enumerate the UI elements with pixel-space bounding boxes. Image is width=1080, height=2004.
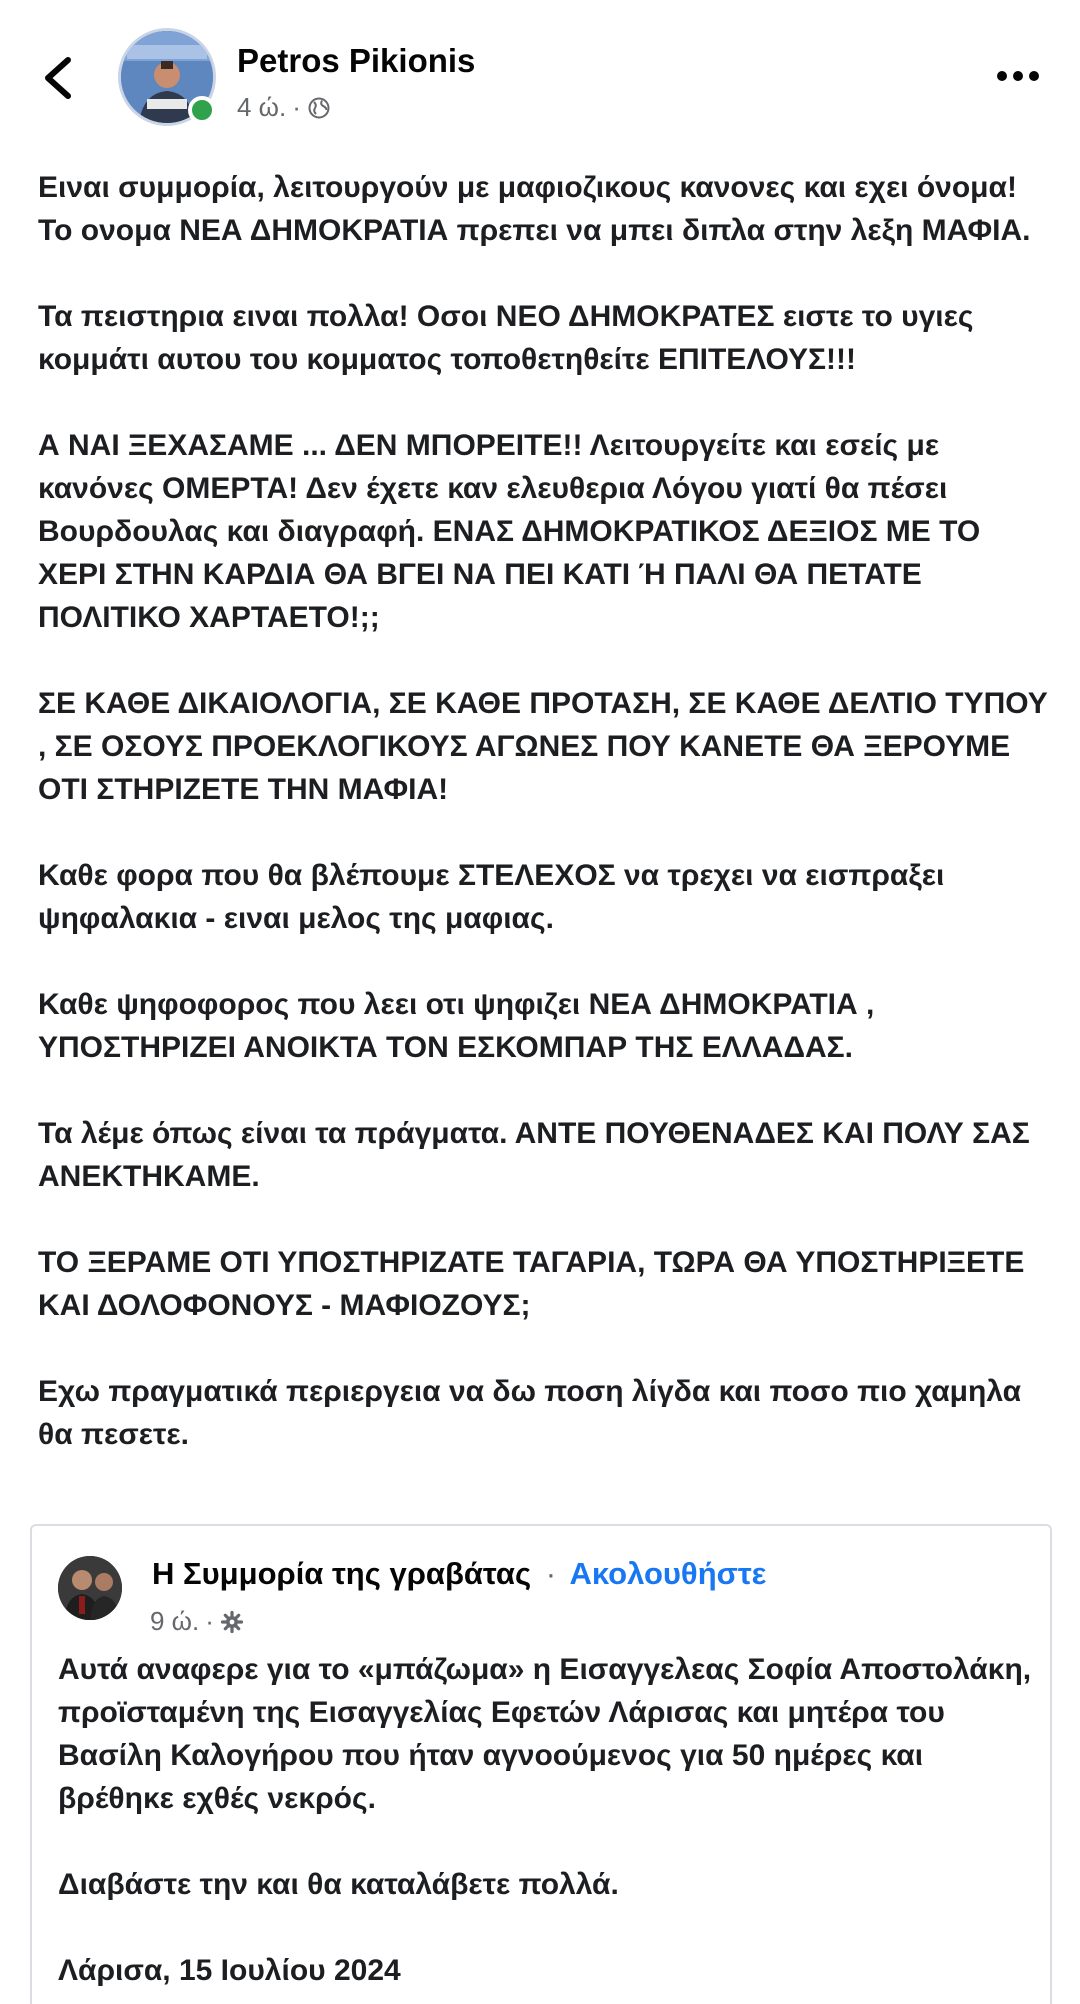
post-paragraph: Ειναι συμμορία, λειτουργούν με μαφιοζικους κανονες και εχει όνομα! Το ονομα ΝΕΑ ΔΗΜΟΚΡΑΤΙΑ πρεπει να μπει διπλα στην λεξη ΜΑΦΙΑ. <box>38 171 1031 247</box>
follow-button[interactable]: Ακολουθήστε <box>569 1556 767 1591</box>
post-header <box>0 0 1080 150</box>
shared-avatar-photo-icon <box>58 1556 122 1620</box>
post-paragraph: Τα πειστηρια ειναι πολλα! Οσοι ΝΕΟ ΔΗΜΟΚΡΑΤΕΣ ειστε το υγιες κομμάτι αυτου του κομματος τοποθετηθείτε ΕΠΙΤΕΛΟΥΣ!!! <box>38 300 974 376</box>
globe-icon <box>307 96 331 120</box>
author-name[interactable]: Petros Pikionis <box>237 42 476 79</box>
gear-icon <box>220 1610 244 1634</box>
shared-paragraph: Λάρισα, 15 Ιουλίου 2024 <box>58 1954 401 1987</box>
author-avatar[interactable] <box>118 28 216 126</box>
post-text <box>38 166 1048 1456</box>
post-time[interactable]: 4 ώ. <box>237 92 287 122</box>
more-options-icon[interactable] <box>994 64 1042 88</box>
shared-title-separator: · <box>545 1556 557 1591</box>
back-chevron-icon[interactable] <box>36 52 80 104</box>
shared-title-row <box>152 1556 766 1592</box>
post-paragraph: Τα λέμε όπως είναι τα πράγματα. ΑΝΤΕ ΠΟΥΘΕΝΑΔΕΣ ΚΑΙ ΠΟΛΥ ΣΑΣ ΑΝΕΚΤΗΚΑΜΕ. <box>38 1117 1030 1193</box>
shared-paragraph: Αυτά αναφερε για το «μπάζωμα» η Εισαγγελεας Σοφία Αποστολάκη, προϊσταμένη της Εισαγγελίας Εφετών Λάρισας και μητέρα του Βασίλη Καλογήρου που ήταν αγνοούμενος για 50 ημέρες και βρέθηκε εχθές νεκρός. <box>58 1653 1032 1815</box>
shared-post-text <box>58 1648 1038 1992</box>
post-paragraph: ΣΕ ΚΑΘΕ ΔΙΚΑΙΟΛΟΓΙΑ, ΣΕ ΚΑΘΕ ΠΡΟΤΑΣΗ, ΣΕ ΚΑΘΕ ΔΕΛΤΙΟ ΤΥΠΟΥ , ΣΕ ΟΣΟΥΣ ΠΡΟΕΚΛΟΓΙΚΟΥΣ ΑΓΩΝΕΣ ΠΟΥ ΚΑΝΕΤΕ ΘΑ ΞΕΡΟΥΜΕ ΟΤΙ ΣΤΗΡΙΖΕΤΕ ΤΗΝ ΜΑΦΙΑ! <box>38 687 1048 806</box>
post-meta <box>237 92 331 123</box>
shared-post-time[interactable]: 9 ώ. <box>150 1606 200 1636</box>
online-status-dot <box>188 96 216 124</box>
shared-page-avatar[interactable] <box>58 1556 122 1620</box>
post-paragraph: Καθε φορα που θα βλέπουμε ΣΤΕΛΕΧΟΣ να τρεχει να εισπραξει ψηφαλακια - ειναι μελος της μαφιας. <box>38 859 945 935</box>
shared-post-card[interactable] <box>30 1524 1052 2004</box>
post-paragraph: Εχω πραγματικά περιεργεια να δω ποση λίγδα και ποσο πιο χαμηλα θα πεσετε. <box>38 1375 1022 1451</box>
meta-separator: · <box>292 92 301 122</box>
shared-paragraph: Διαβάστε την και θα καταλάβετε πολλά. <box>58 1868 619 1901</box>
shared-meta-separator: · <box>205 1606 214 1636</box>
post-paragraph: Καθε ψηφοφορος που λεει οτι ψηφιζει ΝΕΑ ΔΗΜΟΚΡΑΤΙΑ , ΥΠΟΣΤΗΡΙΖΕΙ ΑΝΟΙΚΤΑ ΤΟΝ ΕΣΚΟΜΠΑΡ ΤΗΣ ΕΛΛΑΔΑΣ. <box>38 988 875 1064</box>
shared-page-name[interactable]: Η Συμμορία της γραβάτας <box>152 1556 532 1591</box>
post-paragraph: Α ΝΑΙ ΞΕΧΑΣΑΜΕ ... ΔΕΝ ΜΠΟΡΕΙΤΕ!! Λειτουργείτε και εσείς με κανόνες ΟΜΕΡΤΑ! Δεν έχετε καν ελευθερια Λόγου γιατί θα πέσει Βουρδουλας και διαγραφή. ΕΝΑΣ ΔΗΜΟΚΡΑΤΙΚΟΣ ΔΕΞΙΟΣ ΜΕ ΤΟ ΧΕΡΙ ΣΤΗΝ ΚΑΡΔΙΑ ΘΑ ΒΓΕΙ ΝΑ ΠΕΙ ΚΑΤΙ Ή ΠΑΛΙ ΘΑ ΠΕΤΑΤΕ ΠΟΛΙΤΙΚΟ ΧΑΡΤΑΕΤΟ!;; <box>38 429 981 634</box>
shared-post-meta <box>150 1606 244 1637</box>
post-paragraph: ΤΟ ΞΕΡΑΜΕ ΟΤΙ ΥΠΟΣΤΗΡΙΖΑΤΕ ΤΑΓΑΡΙΑ, ΤΩΡΑ ΘΑ ΥΠΟΣΤΗΡΙΞΕΤΕ ΚΑΙ ΔΟΛΟΦΟΝΟΥΣ - ΜΑΦΙΟΖΟΥΣ; <box>38 1246 1025 1322</box>
